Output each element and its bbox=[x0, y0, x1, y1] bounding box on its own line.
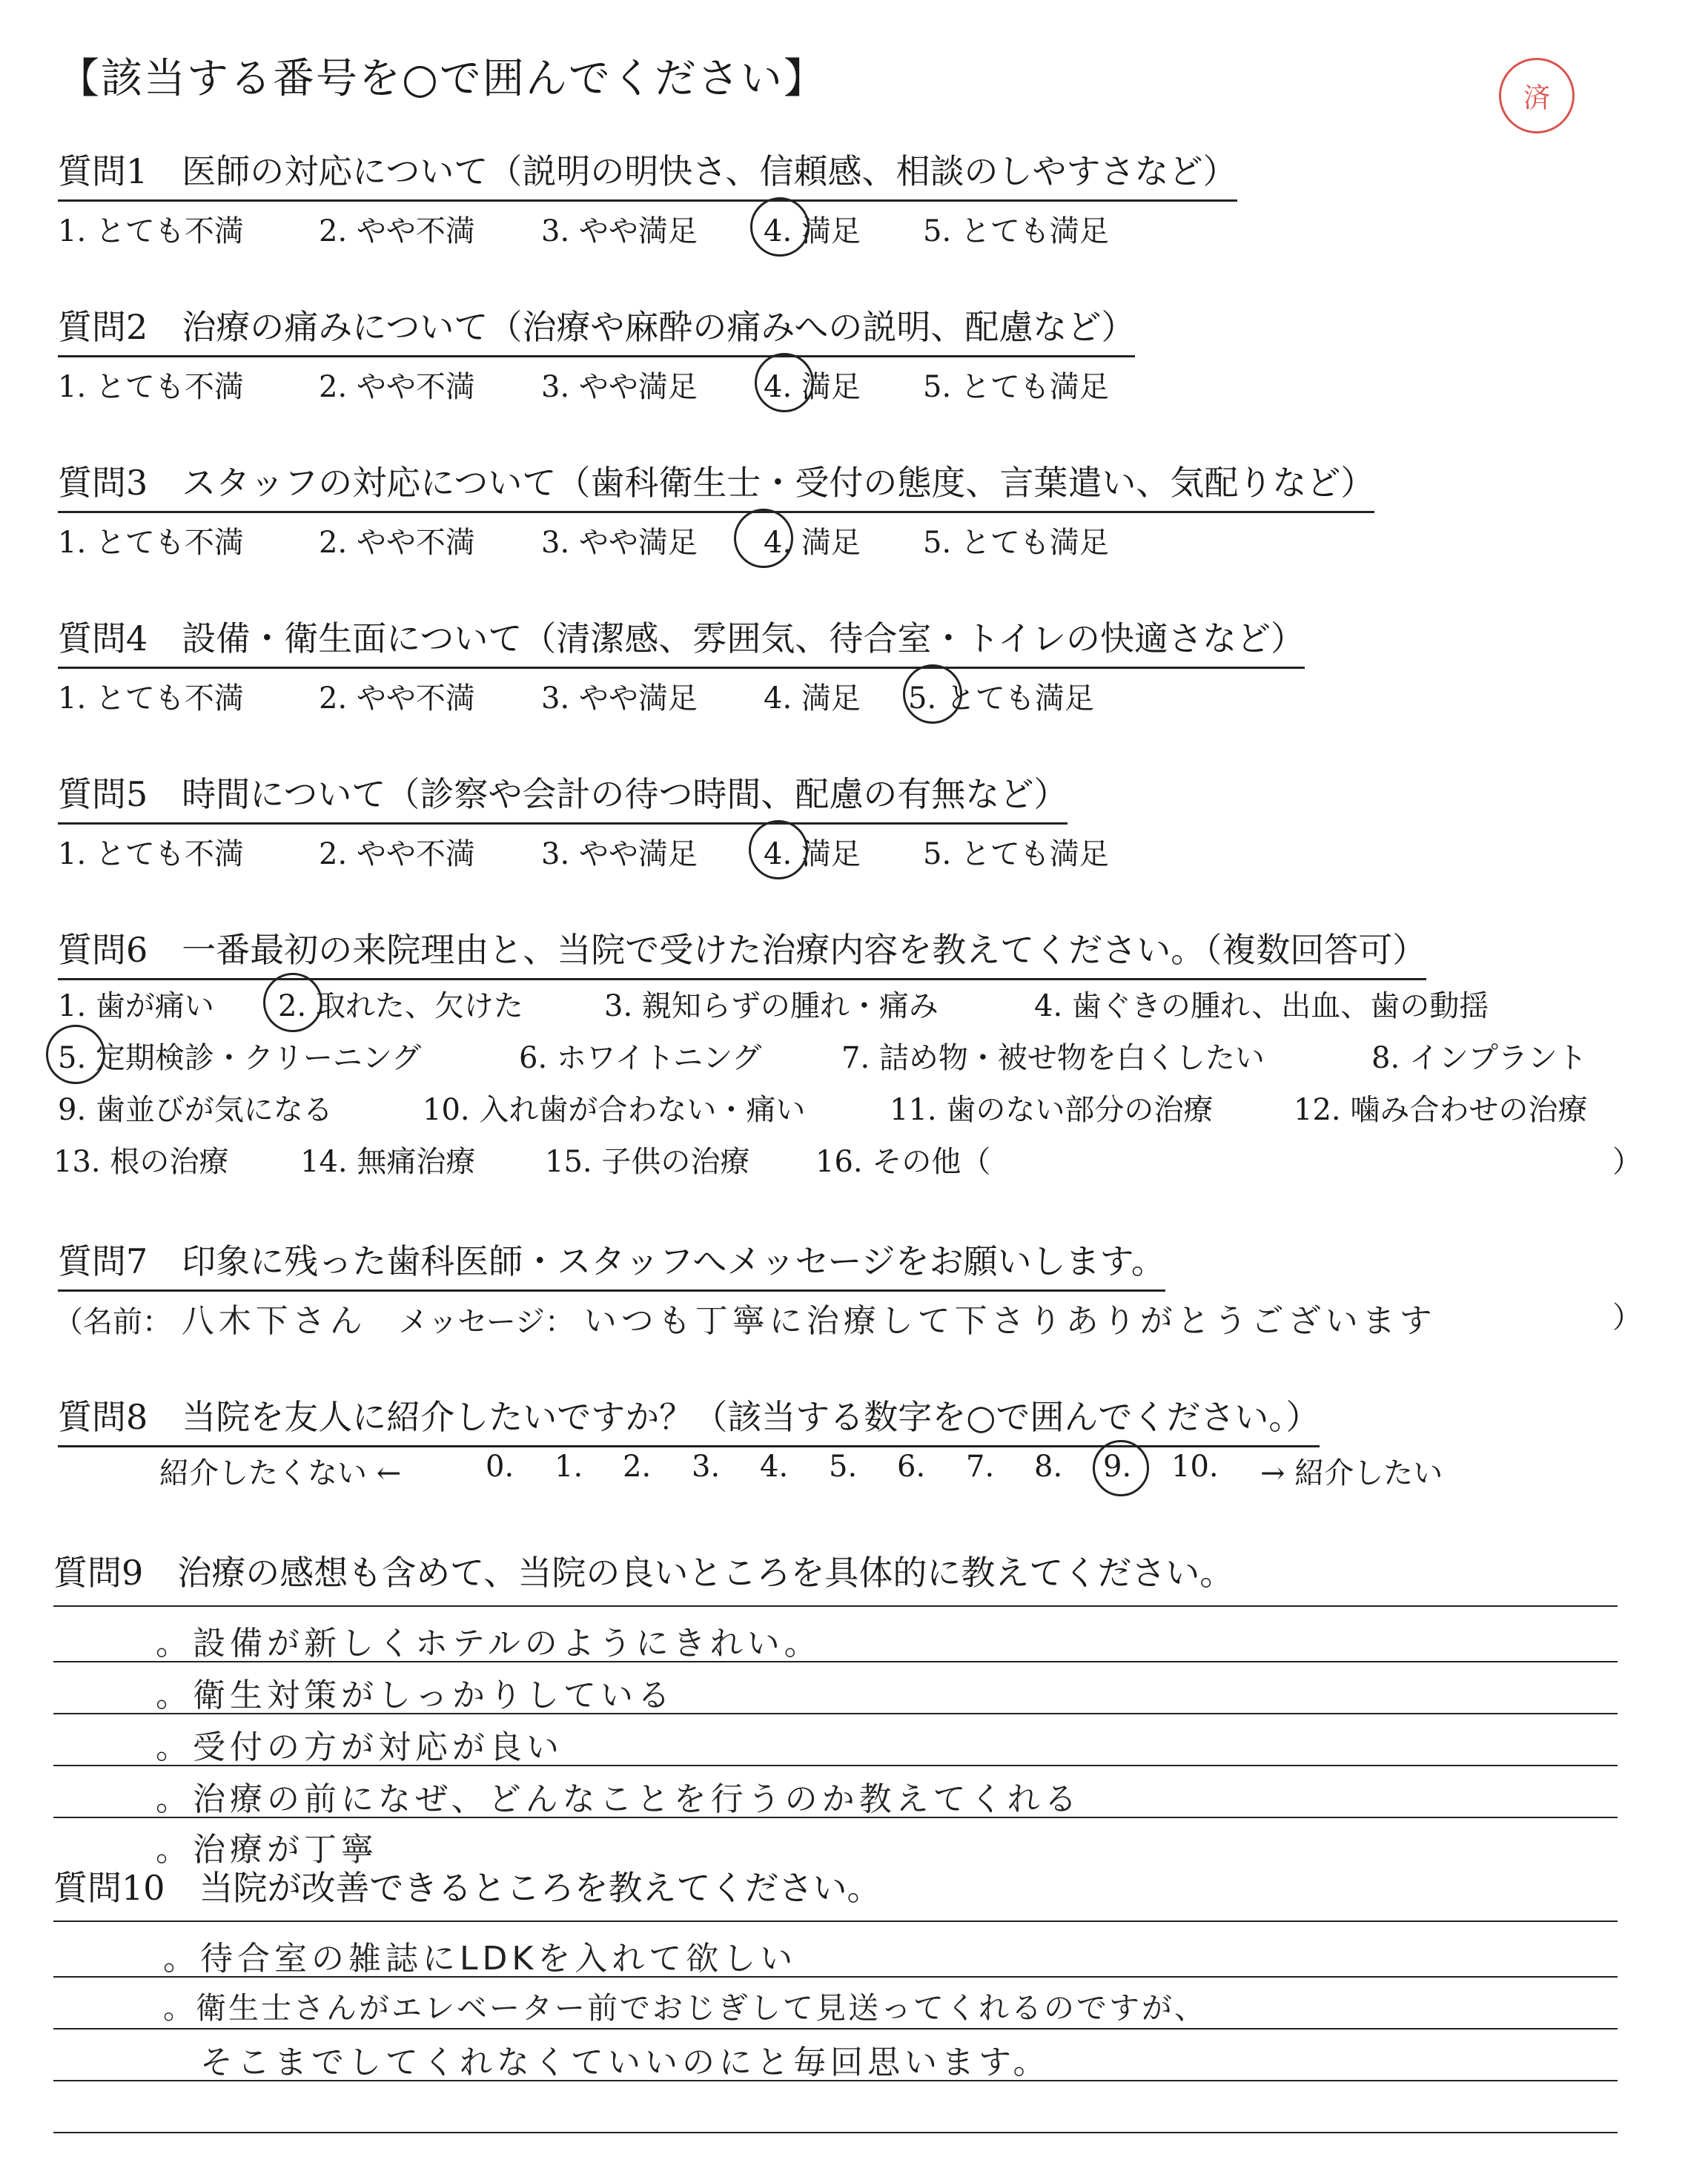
q4-option-3[interactable]: 3. やや満足 bbox=[541, 681, 698, 716]
q8-option-1[interactable]: 1. bbox=[555, 1450, 583, 1484]
q3-option-4[interactable]: 4. 満足 bbox=[764, 526, 861, 560]
q8-option-6[interactable]: 6. bbox=[897, 1450, 926, 1484]
q6-option-8[interactable]: 8. インプラント bbox=[1371, 1041, 1587, 1075]
page-title: 【該当する番号を○で囲んでください】 bbox=[58, 55, 827, 103]
q8-selected-circle bbox=[1093, 1440, 1149, 1496]
q1-option-2[interactable]: 2. やや不満 bbox=[319, 214, 475, 248]
q6-option-10[interactable]: 10. 入れ歯が合わない・痛い bbox=[423, 1093, 806, 1127]
stamp-text: 済 bbox=[1523, 82, 1550, 113]
q2-option-4[interactable]: 4. 満足 bbox=[764, 370, 861, 404]
q10-answer-2: 。衛生士さんがエレベーター前でおじぎして見送ってくれるのですが、 bbox=[163, 1990, 1207, 2026]
question-6-title: 質問6 一番最初の来院理由と、当院で受けた治療内容を教えてください。（複数回答可） bbox=[58, 923, 1426, 980]
q6-option-9[interactable]: 9. 歯並びが気になる bbox=[58, 1093, 333, 1127]
q9-answer-2: 。衛生対策がしっかりしている bbox=[156, 1677, 675, 1714]
q8-option-9[interactable]: 9. bbox=[1103, 1450, 1132, 1484]
question-1-title: 質問1 医師の対応について（説明の明快さ、信頼感、相談のしやすさなど） bbox=[58, 145, 1237, 202]
q4-option-1[interactable]: 1. とても不満 bbox=[58, 681, 244, 716]
q5-option-5[interactable]: 5. とても満足 bbox=[923, 837, 1109, 871]
q5-option-1[interactable]: 1. とても不満 bbox=[58, 837, 244, 871]
q1-option-3[interactable]: 3. やや満足 bbox=[541, 214, 698, 248]
q10-rule-1 bbox=[53, 1920, 1618, 1922]
q6-option-12[interactable]: 12. 噛み合わせの治療 bbox=[1294, 1093, 1588, 1127]
q2-selected-circle bbox=[755, 353, 814, 412]
q7-answer-line bbox=[53, 1294, 1437, 1341]
question-5-title: 質問5 時間について（診察や会計の待つ時間、配慮の有無など） bbox=[58, 767, 1068, 825]
q10-rule-5 bbox=[53, 2132, 1618, 2133]
q7-close-paren: ） bbox=[1612, 1301, 1642, 1335]
q8-option-5[interactable]: 5. bbox=[829, 1450, 858, 1484]
q2-option-3[interactable]: 3. やや満足 bbox=[541, 370, 698, 404]
q6-option-5[interactable]: 5. 定期検診・クリーニング bbox=[58, 1041, 422, 1075]
q8-option-10[interactable]: 10. bbox=[1171, 1450, 1219, 1484]
question-8-title: 質問8 当院を友人に紹介したいですか？（該当する数字を○で囲んでください。） bbox=[58, 1390, 1320, 1447]
q6-selected-circle-5 bbox=[46, 1025, 105, 1084]
q1-option-5[interactable]: 5. とても満足 bbox=[923, 214, 1109, 248]
q8-option-4[interactable]: 4. bbox=[760, 1450, 789, 1484]
approval-stamp bbox=[1499, 58, 1575, 133]
q7-message-label: メッセージ： bbox=[398, 1305, 575, 1339]
q5-option-2[interactable]: 2. やや不満 bbox=[319, 837, 475, 871]
q10-rule-3 bbox=[53, 2028, 1618, 2029]
q6-option-14[interactable]: 14. 無痛治療 bbox=[300, 1145, 476, 1179]
q9-answer-3: 。受付の方が対応が良い bbox=[156, 1728, 563, 1766]
q8-option-8[interactable]: 8. bbox=[1034, 1450, 1063, 1484]
q1-option-1[interactable]: 1. とても不満 bbox=[58, 214, 244, 248]
q9-answer-4: 。治療の前になぜ、どんなことを行うのか教えてくれる bbox=[156, 1780, 1082, 1818]
q9-answer-5: 。治療が丁寧 bbox=[156, 1831, 378, 1869]
q3-option-2[interactable]: 2. やや不満 bbox=[319, 526, 475, 560]
q4-option-5[interactable]: 5. とても満足 bbox=[908, 681, 1094, 716]
q6-option-4[interactable]: 4. 歯ぐきの腫れ、出血、歯の動揺 bbox=[1034, 989, 1489, 1023]
q1-option-4[interactable]: 4. 満足 bbox=[764, 214, 861, 248]
q3-option-1[interactable]: 1. とても不満 bbox=[58, 526, 244, 560]
q2-option-2[interactable]: 2. やや不満 bbox=[319, 370, 475, 404]
q6-option-13[interactable]: 13. 根の治療 bbox=[53, 1145, 229, 1179]
q6-option-16[interactable]: 16. その他（ bbox=[815, 1145, 991, 1179]
q3-option-5[interactable]: 5. とても満足 bbox=[923, 526, 1109, 560]
q9-answer-1: 。設備が新しくホテルのようにきれい。 bbox=[156, 1625, 821, 1662]
q8-right-label: → 紹介したい bbox=[1260, 1456, 1443, 1490]
question-9-title: 質問9 治療の感想も含めて、当院の良いところを具体的に教えてください。 bbox=[53, 1553, 1234, 1593]
q2-option-5[interactable]: 5. とても満足 bbox=[923, 370, 1109, 404]
q6-selected-circle-2 bbox=[263, 973, 322, 1032]
q8-option-0[interactable]: 0. bbox=[486, 1450, 514, 1484]
q7-message-handwritten: いつも丁寧に治療して下さりありがとうございます bbox=[583, 1302, 1437, 1340]
q6-option-1[interactable]: 1. 歯が痛い bbox=[58, 989, 214, 1023]
q6-option-6[interactable]: 6. ホワイトニング bbox=[519, 1041, 762, 1075]
q6-option-15[interactable]: 15. 子供の治療 bbox=[545, 1145, 750, 1179]
q3-selected-circle bbox=[734, 509, 793, 568]
q6-other-close-paren: ） bbox=[1612, 1145, 1642, 1179]
q8-option-7[interactable]: 7. bbox=[966, 1450, 995, 1484]
question-10-title: 質問10 当院が改善できるところを教えてください。 bbox=[53, 1868, 881, 1908]
q10-answer-1: 。待合室の雑誌にLDKを入れて欲しい bbox=[163, 1940, 798, 1978]
q7-open-paren: （名前： bbox=[53, 1305, 172, 1339]
q4-option-2[interactable]: 2. やや不満 bbox=[319, 681, 475, 716]
q9-rule-1 bbox=[53, 1605, 1618, 1607]
question-2-title: 質問2 治療の痛みについて（治療や麻酔の痛みへの説明、配慮など） bbox=[58, 300, 1135, 357]
q8-left-label: 紹介したくない ← bbox=[159, 1456, 402, 1490]
question-4-title: 質問4 設備・衛生面について（清潔感、雰囲気、待合室・トイレの快適さなど） bbox=[58, 612, 1305, 669]
q8-option-2[interactable]: 2. bbox=[623, 1450, 652, 1484]
q5-selected-circle bbox=[749, 820, 808, 879]
q4-option-4[interactable]: 4. 満足 bbox=[764, 681, 861, 716]
q6-option-7[interactable]: 7. 詰め物・被せ物を白くしたい bbox=[841, 1041, 1265, 1075]
q4-selected-circle bbox=[903, 664, 962, 724]
question-3-title: 質問3 スタッフの対応について（歯科衛生士・受付の態度、言葉遣い、気配りなど） bbox=[58, 456, 1374, 513]
q3-option-3[interactable]: 3. やや満足 bbox=[541, 526, 698, 560]
q8-option-3[interactable]: 3. bbox=[692, 1450, 721, 1484]
q6-option-11[interactable]: 11. 歯のない部分の治療 bbox=[890, 1093, 1214, 1127]
q7-name-handwritten: 八木下さん bbox=[181, 1302, 367, 1340]
q5-option-3[interactable]: 3. やや満足 bbox=[541, 837, 698, 871]
q2-option-1[interactable]: 1. とても不満 bbox=[58, 370, 244, 404]
q10-answer-3: そこまでしてくれなくていいのにと毎回思います。 bbox=[200, 2044, 1050, 2081]
q1-selected-circle bbox=[750, 197, 810, 257]
q6-option-3[interactable]: 3. 親知らずの腫れ・痛み bbox=[604, 989, 939, 1023]
q6-option-2[interactable]: 2. 取れた、欠けた bbox=[278, 989, 523, 1023]
question-7-title: 質問7 印象に残った歯科医師・スタッフへメッセージをお願いします。 bbox=[58, 1235, 1165, 1292]
q5-option-4[interactable]: 4. 満足 bbox=[764, 837, 861, 871]
